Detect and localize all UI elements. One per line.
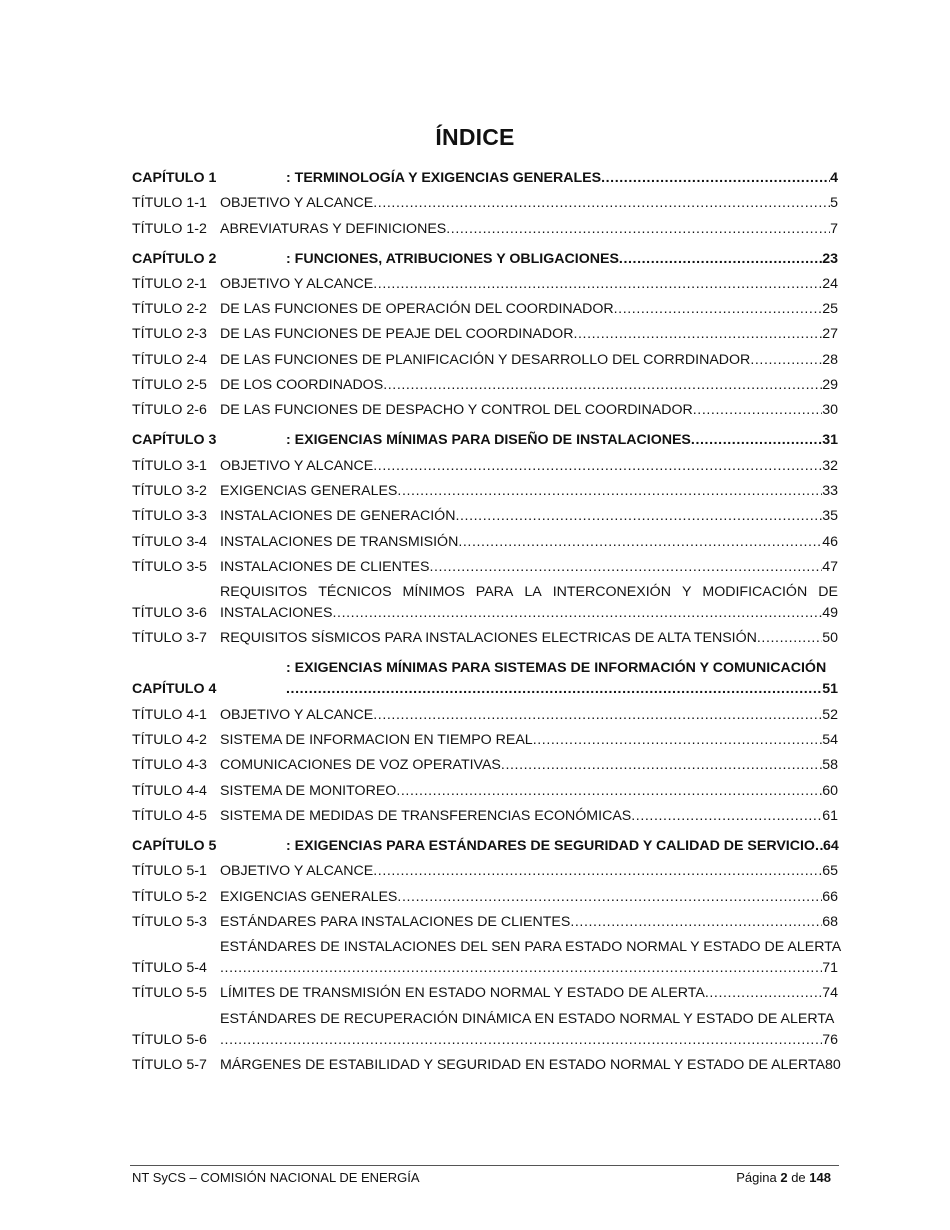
page-number: 31 xyxy=(822,432,838,449)
chapter-3 xyxy=(132,430,838,649)
toc-entry[interactable] xyxy=(132,887,838,908)
entry-title: LÍMITES DE TRANSMISIÓN EN ESTADO NORMAL Y ESTADO DE ALERTA xyxy=(220,985,705,1002)
title-number: TÍTULO 5-4 xyxy=(132,960,207,977)
entry-title: INSTALACIONES DE CLIENTES xyxy=(220,558,430,575)
title-number: TÍTULO 3-4 xyxy=(132,533,207,550)
toc-entry[interactable] xyxy=(132,806,838,827)
toc-entry[interactable] xyxy=(132,350,838,371)
chapter-title: : EXIGENCIAS MÍNIMAS PARA DISEÑO DE INSTALACIONES xyxy=(286,432,691,449)
page-number: 30 xyxy=(822,402,838,419)
page-number: 24 xyxy=(822,275,838,292)
title-number: TÍTULO 4-5 xyxy=(132,807,207,824)
entry-title: COMUNICACIONES DE VOZ OPERATIVAS xyxy=(220,757,501,774)
toc-entry[interactable] xyxy=(132,506,838,527)
entry-title: ESTÁNDARES PARA INSTALACIONES DE CLIENTES xyxy=(220,913,571,930)
title-number: TÍTULO 5-1 xyxy=(132,863,207,880)
page-number: 76 xyxy=(822,1031,838,1048)
dot-leader xyxy=(383,375,822,396)
title-number: TÍTULO 3-3 xyxy=(132,508,207,525)
footer-page-sep: de xyxy=(791,1170,806,1185)
title-number: TÍTULO 4-1 xyxy=(132,706,207,723)
chapter-title: : TERMINOLOGÍA Y EXIGENCIAS GENERALES xyxy=(286,170,602,186)
dot-leader xyxy=(501,755,822,776)
toc-entry[interactable] xyxy=(132,1055,841,1076)
entry-title: DE LAS FUNCIONES DE PEAJE DEL COORDINADOR xyxy=(220,326,574,343)
title-number: TÍTULO 5-3 xyxy=(132,913,207,930)
dot-leader xyxy=(757,628,822,649)
toc-entry[interactable] xyxy=(132,861,838,882)
dot-leader xyxy=(220,958,822,979)
title-number: TÍTULO 5-6 xyxy=(132,1031,207,1048)
entry-title: MÁRGENES DE ESTABILIDAD Y SEGURIDAD EN ESTADO NORMAL Y ESTADO DE ALERTA xyxy=(220,1057,825,1074)
title-number: TÍTULO 5-2 xyxy=(132,888,207,905)
dot-leader xyxy=(373,274,822,295)
footer-page-indicator xyxy=(736,1170,831,1185)
title-number: TÍTULO 2-5 xyxy=(132,377,207,394)
page-number: 61 xyxy=(822,807,838,824)
footer-page-current: 2 xyxy=(780,1170,788,1185)
toc-entry[interactable] xyxy=(132,557,838,578)
page-number: 54 xyxy=(822,732,838,749)
toc-entry[interactable] xyxy=(132,628,838,649)
title-number: TÍTULO 3-6 xyxy=(132,605,207,622)
entry-title: EXIGENCIAS GENERALES xyxy=(220,888,398,905)
toc-entry[interactable] xyxy=(132,730,838,751)
dot-leader xyxy=(396,781,822,802)
dot-leader xyxy=(631,806,822,827)
page-number: 80 xyxy=(824,1057,841,1074)
dot-leader xyxy=(705,983,822,1004)
chapter-number: CAPÍTULO 4 xyxy=(132,681,217,698)
toc-entry-chapter-1[interactable] xyxy=(132,168,838,189)
chapter-number: CAPÍTULO 5 xyxy=(132,837,217,854)
page-number: 7 xyxy=(830,220,838,237)
entry-title-word: MÍNIMOS xyxy=(402,584,465,601)
entry-title-continued: INSTALACIONES xyxy=(220,605,333,622)
entry-title: REQUISITOS SÍSMICOS PARA INSTALACIONES ELECTRICAS DE ALTA TENSIÓN xyxy=(220,630,757,647)
page-number: 27 xyxy=(822,326,838,343)
page-number: 46 xyxy=(822,533,838,550)
title-number: TÍTULO 2-1 xyxy=(132,275,207,292)
entry-title: OBJETIVO Y ALCANCE xyxy=(220,195,374,212)
dot-leader xyxy=(750,350,822,371)
page-number: 29 xyxy=(822,377,838,394)
chapter-title: : EXIGENCIAS PARA ESTÁNDARES DE SEGURIDAD Y CALIDAD DE SERVICIO xyxy=(286,837,815,854)
toc-entry[interactable] xyxy=(132,375,838,396)
chapter-title: : EXIGENCIAS MÍNIMAS PARA SISTEMAS DE INFORMACIÓN Y COMUNICACIÓN xyxy=(286,660,827,677)
dot-leader xyxy=(397,481,822,502)
dot-leader xyxy=(601,168,830,189)
entry-title: INSTALACIONES DE GENERACIÓN xyxy=(220,508,456,525)
entry-title: DE LAS FUNCIONES DE PLANIFICACIÓN Y DESARROLLO DEL CORRDINADOR xyxy=(220,351,751,368)
toc-entry-chapter-5[interactable] xyxy=(132,836,838,857)
entry-title: OBJETIVO Y ALCANCE xyxy=(220,275,374,292)
page-number: 50 xyxy=(822,630,838,647)
chapter-number: CAPÍTULO 2 xyxy=(132,250,217,267)
title-number: TÍTULO 2-4 xyxy=(132,351,207,368)
entry-title: OBJETIVO Y ALCANCE xyxy=(220,457,374,474)
chapter-number: CAPÍTULO 3 xyxy=(132,432,217,449)
entry-title-word: Y xyxy=(681,584,692,601)
footer-page-total: 148 xyxy=(809,1170,831,1185)
entry-title: OBJETIVO Y ALCANCE xyxy=(220,706,374,723)
entry-title-word: INTERCONEXIÓN xyxy=(552,584,671,601)
entry-title: SISTEMA DE INFORMACION EN TIEMPO REAL xyxy=(220,732,533,749)
page-number: 32 xyxy=(822,457,838,474)
toc-entry[interactable] xyxy=(132,937,842,979)
page-number: 49 xyxy=(822,605,838,622)
toc-entry[interactable] xyxy=(132,912,838,933)
title-number: TÍTULO 4-2 xyxy=(132,732,207,749)
page-number: 28 xyxy=(822,351,838,368)
title-number: TÍTULO 2-3 xyxy=(132,326,207,343)
toc-entry[interactable] xyxy=(132,400,838,421)
entry-title: ESTÁNDARES DE RECUPERACIÓN DINÁMICA EN ESTADO NORMAL Y ESTADO DE ALERTA xyxy=(220,1010,835,1027)
entry-title: ABREVIATURAS Y DEFINICIONES xyxy=(220,220,447,237)
page-number: 25 xyxy=(822,301,838,318)
dot-leader xyxy=(619,249,822,270)
page-number: 64 xyxy=(822,837,839,854)
page-number: 58 xyxy=(822,757,838,774)
title-number: TÍTULO 3-5 xyxy=(132,558,207,575)
dot-leader xyxy=(691,430,822,451)
footer-document-name: NT SyCS – COMISIÓN NACIONAL DE ENERGÍA xyxy=(132,1170,420,1185)
page-number: 66 xyxy=(822,888,838,905)
page-number: 74 xyxy=(822,985,838,1002)
entry-title: DE LAS FUNCIONES DE DESPACHO Y CONTROL DEL COORDINADOR xyxy=(220,402,693,419)
toc-entry[interactable] xyxy=(132,755,838,776)
dot-leader xyxy=(446,219,830,240)
title-number: TÍTULO 1-1 xyxy=(132,195,207,212)
chapter-1 xyxy=(132,168,838,240)
chapter-number: CAPÍTULO 1 xyxy=(132,170,217,186)
entry-title-word: MODIFICACIÓN xyxy=(702,584,808,601)
dot-leader xyxy=(397,887,822,908)
dot-leader xyxy=(614,299,823,320)
toc-entry[interactable] xyxy=(132,456,838,477)
page-number: 52 xyxy=(822,706,838,723)
title-number: TÍTULO 3-1 xyxy=(132,457,207,474)
entry-title-word: TÉCNICOS xyxy=(318,584,392,601)
dot-leader xyxy=(373,193,830,214)
chapter-2 xyxy=(132,249,838,422)
toc-entry[interactable] xyxy=(132,274,838,295)
title-number: TÍTULO 1-2 xyxy=(132,220,207,237)
entry-title-justified xyxy=(220,582,838,603)
dot-leader xyxy=(458,532,822,553)
chapter-4 xyxy=(132,658,838,826)
toc-entry[interactable] xyxy=(132,983,838,1004)
toc-entry[interactable] xyxy=(132,481,838,502)
entry-title: SISTEMA DE MEDIDAS DE TRANSFERENCIAS ECONÓMICAS xyxy=(220,807,632,824)
page-number: 60 xyxy=(822,782,838,799)
entry-title-word: REQUISITOS xyxy=(220,584,308,601)
entry-title-word: PARA xyxy=(475,584,514,601)
toc-entry[interactable] xyxy=(132,193,838,214)
page-number: 4 xyxy=(830,170,838,186)
dot-leader xyxy=(332,603,822,624)
entry-title: DE LOS COORDINADOS xyxy=(220,377,384,394)
page-number: 47 xyxy=(822,558,838,575)
toc-entry[interactable] xyxy=(132,299,838,320)
entry-title-word: LA xyxy=(524,584,542,601)
dot-leader xyxy=(373,705,822,726)
dot-leader xyxy=(286,679,822,700)
footer-page-label: Página xyxy=(736,1170,777,1185)
dot-leader xyxy=(373,456,822,477)
toc-entry-chapter-3[interactable] xyxy=(132,430,838,451)
table-of-contents xyxy=(132,168,842,1085)
entry-title: DE LAS FUNCIONES DE OPERACIÓN DEL COORDINADOR xyxy=(220,301,614,318)
toc-entry[interactable] xyxy=(132,324,838,345)
dot-leader xyxy=(455,506,822,527)
title-number: TÍTULO 5-7 xyxy=(132,1057,207,1074)
title-number: TÍTULO 3-7 xyxy=(132,630,207,647)
entry-title: INSTALACIONES DE TRANSMISIÓN xyxy=(220,533,459,550)
title-number: TÍTULO 3-2 xyxy=(132,482,207,499)
toc-entry[interactable] xyxy=(132,781,838,802)
toc-entry-chapter-4[interactable] xyxy=(132,658,838,700)
dot-leader xyxy=(573,324,822,345)
dot-leader xyxy=(815,836,823,857)
toc-entry[interactable] xyxy=(132,705,838,726)
page-number: 71 xyxy=(822,960,838,977)
toc-entry[interactable] xyxy=(132,582,838,624)
page-footer xyxy=(130,1165,839,1185)
page-number: 5 xyxy=(830,195,838,212)
toc-entry[interactable] xyxy=(132,532,838,553)
entry-title: EXIGENCIAS GENERALES xyxy=(220,482,398,499)
dot-leader xyxy=(570,912,822,933)
title-number: TÍTULO 2-2 xyxy=(132,301,207,318)
page-title: ÍNDICE xyxy=(435,124,515,150)
title-number: TÍTULO 4-4 xyxy=(132,782,207,799)
page-number: 35 xyxy=(822,508,838,525)
dot-leader xyxy=(693,400,822,421)
toc-entry[interactable] xyxy=(132,219,838,240)
dot-leader xyxy=(373,861,822,882)
title-number: TÍTULO 2-6 xyxy=(132,402,207,419)
page-number: 51 xyxy=(822,681,838,698)
entry-title: ESTÁNDARES DE INSTALACIONES DEL SEN PARA ESTADO NORMAL Y ESTADO DE ALERTA xyxy=(220,939,842,956)
dot-leader xyxy=(220,1030,822,1051)
toc-entry[interactable] xyxy=(132,1009,838,1051)
title-number: TÍTULO 4-3 xyxy=(132,757,207,774)
title-number: TÍTULO 5-5 xyxy=(132,985,207,1002)
chapter-5 xyxy=(132,836,842,1076)
page-number: 68 xyxy=(822,913,838,930)
page-number: 65 xyxy=(822,863,838,880)
entry-title-word: DE xyxy=(818,584,838,601)
entry-title: SISTEMA DE MONITOREO xyxy=(220,782,397,799)
page-number: 33 xyxy=(822,482,838,499)
chapter-title: : FUNCIONES, ATRIBUCIONES Y OBLIGACIONES xyxy=(286,250,619,267)
page-number: 23 xyxy=(822,250,838,267)
dot-leader xyxy=(533,730,823,751)
toc-entry-chapter-2[interactable] xyxy=(132,249,838,270)
entry-title: OBJETIVO Y ALCANCE xyxy=(220,863,374,880)
dot-leader xyxy=(429,557,822,578)
